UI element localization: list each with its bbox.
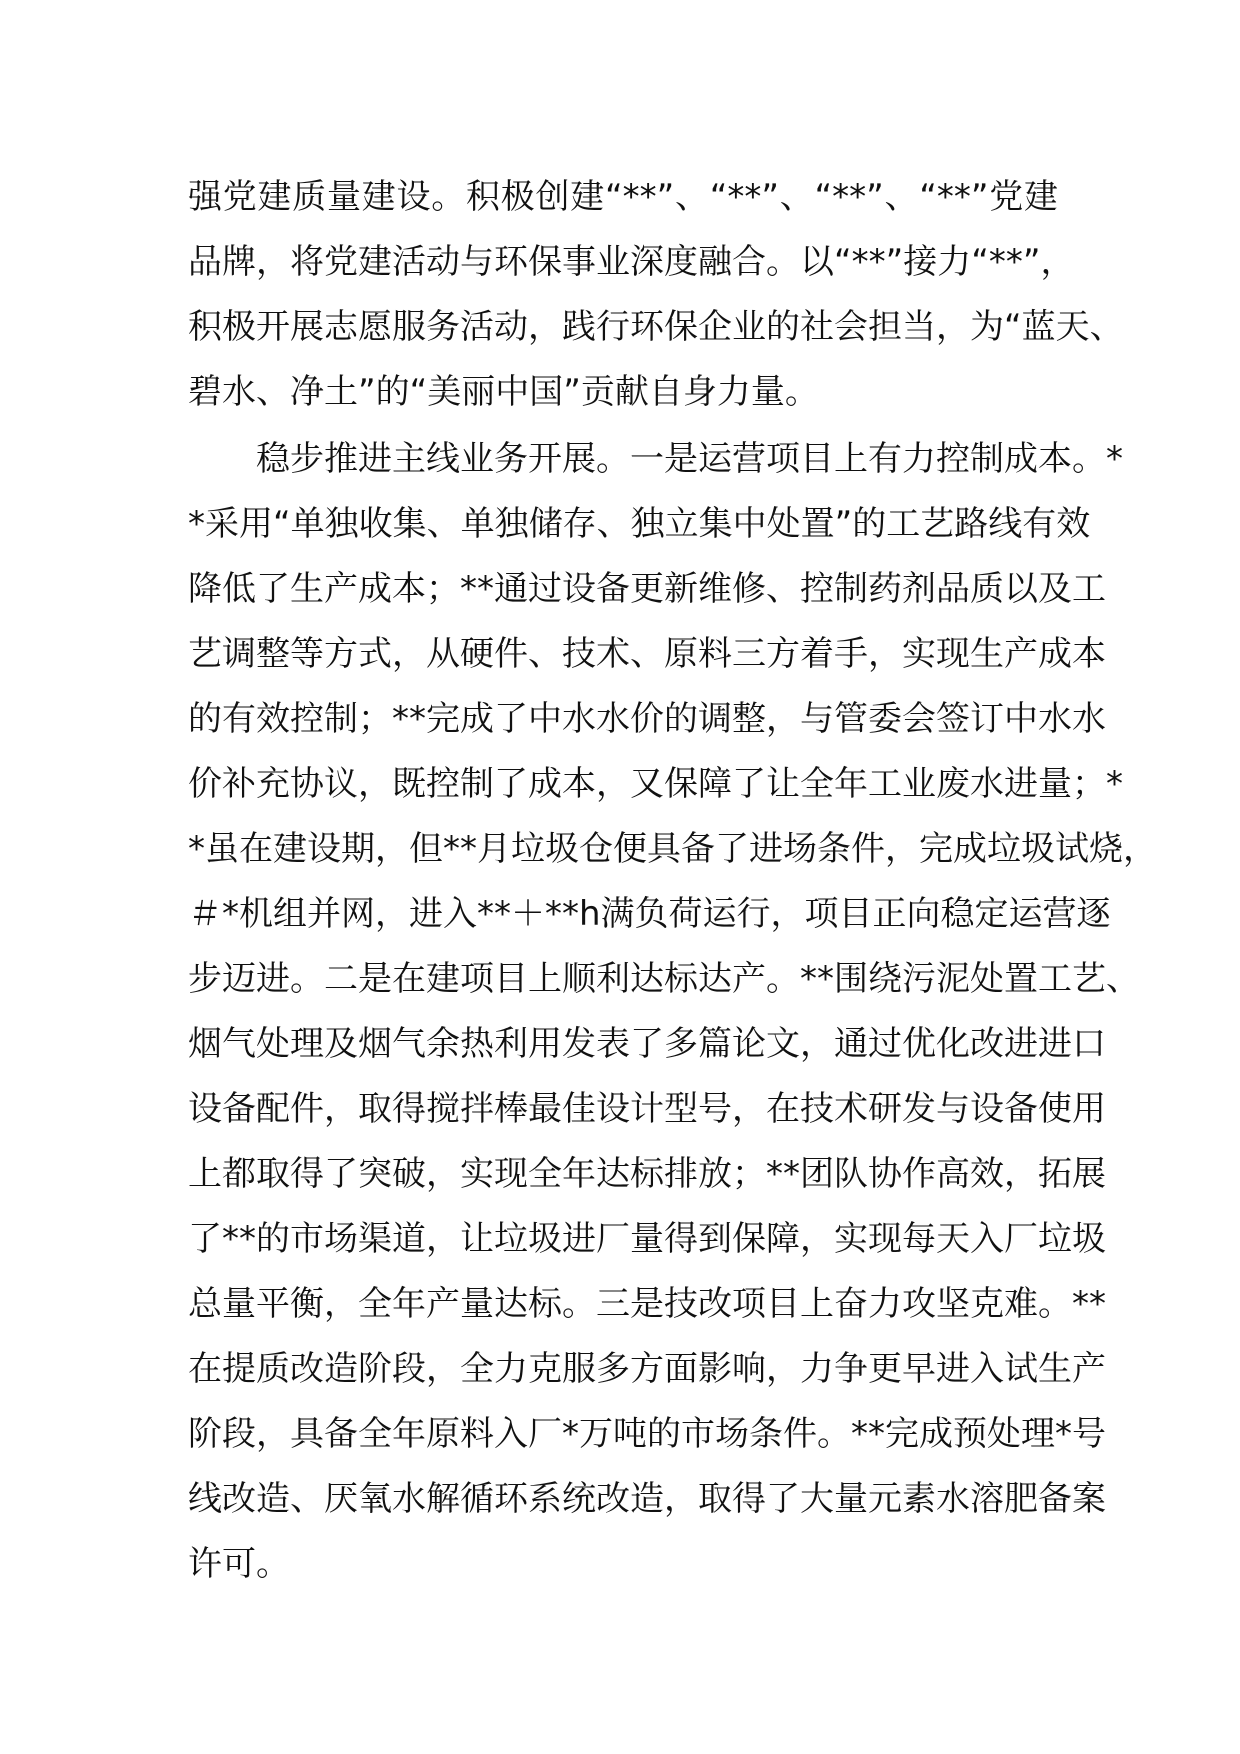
text-line: 稳步推进主线业务开展。一是运营项目上有力控制成本。* <box>256 439 1123 479</box>
text-line: 积极开展志愿服务活动，践行环保企业的社会担当，为“蓝天、 <box>188 307 1124 347</box>
text-line: ＃*机组并网，进入**＋**h满负荷运行，项目正向稳定运营逐 <box>188 894 1111 934</box>
text-line: 步迈进。二是在建项目上顺利达标达产。**围绕污泥处置工艺、 <box>188 959 1140 999</box>
text-line: 线改造、厌氧水解循环系统改造，取得了大量元素水溶肥备案 <box>188 1479 1106 1519</box>
text-line: 总量平衡，全年产量达标。三是技改项目上奋力攻坚克难。** <box>188 1284 1106 1324</box>
text-line: 许可。 <box>188 1544 290 1584</box>
text-line: 烟气处理及烟气余热利用发表了多篇论文，通过优化改进进口 <box>188 1024 1106 1064</box>
text-line: 碧水、净土”的“美丽中国”贡献自身力量。 <box>188 372 819 412</box>
text-line: 了**的市场渠道，让垃圾进厂量得到保障，实现每天入厂垃圾 <box>188 1219 1106 1259</box>
paragraph-party-building <box>188 165 1124 425</box>
text-line: 在提质改造阶段，全力克服多方面影响，力争更早进入试生产 <box>188 1349 1106 1389</box>
paragraph-business-development <box>188 427 1157 1597</box>
text-line: *采用“单独收集、单独储存、独立集中处置”的工艺路线有效 <box>188 504 1091 544</box>
text-line: 设备配件，取得搅拌棒最佳设计型号，在技术研发与设备使用 <box>188 1089 1106 1129</box>
text-line: 价补充协议，既控制了成本，又保障了让全年工业废水进量；* <box>188 764 1123 804</box>
text-line: 艺调整等方式，从硬件、技术、原料三方着手，实现生产成本 <box>188 634 1106 674</box>
text-line: 上都取得了突破，实现全年达标排放；**团队协作高效，拓展 <box>188 1154 1106 1194</box>
text-line: 阶段，具备全年原料入厂*万吨的市场条件。**完成预处理*号 <box>188 1414 1106 1454</box>
text-line: 降低了生产成本；**通过设备更新维修、控制药剂品质以及工 <box>188 569 1106 609</box>
text-line: 品牌，将党建活动与环保事业深度融合。以“**”接力“**”， <box>188 242 1075 282</box>
text-line: 的有效控制；**完成了中水水价的调整，与管委会签订中水水 <box>188 699 1106 739</box>
text-line: *虽在建设期，但**月垃圾仓便具备了进场条件，完成垃圾试烧， <box>188 829 1157 869</box>
text-line: 强党建质量建设。积极创建“**”、“**”、“**”、“**”党建 <box>188 177 1058 217</box>
